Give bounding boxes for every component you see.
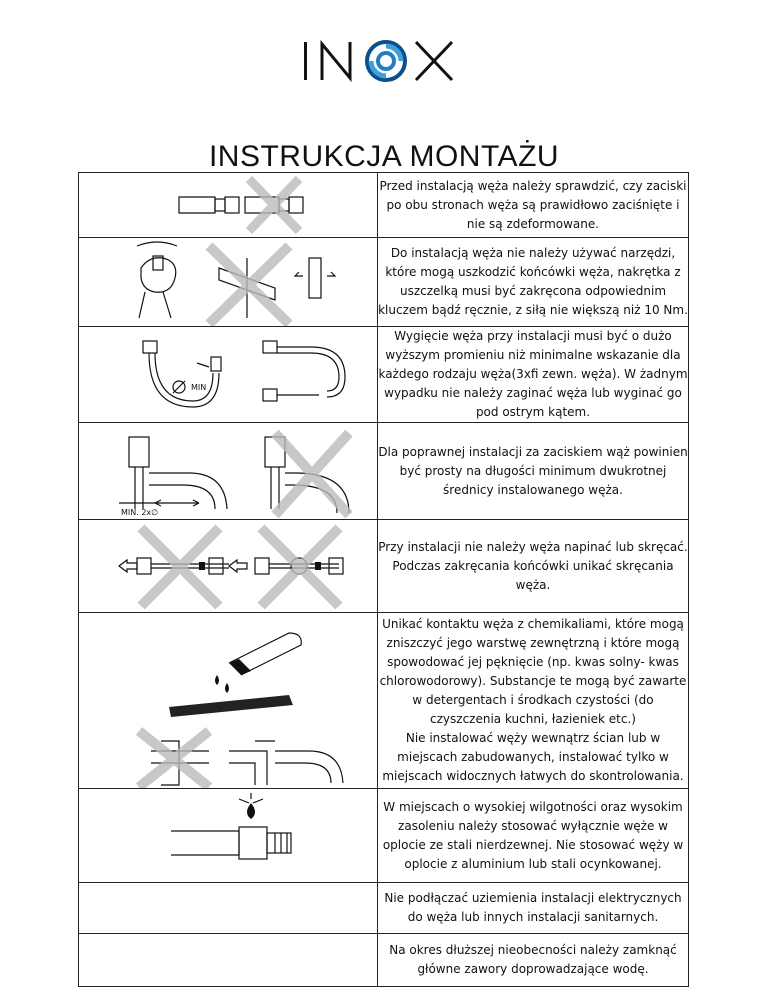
table-row	[79, 327, 689, 423]
instruction-text-chemicals: Unikać kontaktu węża z chemikaliami, które mogą zniszczyć jego warstwę zewnętrzną i które mogą spowodować jej pęknięcie (np. kwas solny- kwas chlorowodorowy). Substancje te mogą być zawarte w detergentach i środkach czystości (do czyszczenia kuchni, łazieniek etc.)	[379, 617, 687, 726]
illustration-check-clamps	[79, 173, 378, 238]
table-row	[79, 613, 689, 789]
instruction-text: W miejscach o wysokiej wilgotności oraz wysokim zasoleniu należy stosować wyłącznie węże w oplocie ze stali nierdzewnej. Nie stosować węży w oplocie z aluminium lub stali ocynkowanej.	[378, 789, 689, 883]
instruction-text	[378, 613, 689, 789]
illustration-straight-length	[79, 423, 378, 520]
table-row	[79, 423, 689, 520]
instructions-table	[78, 172, 689, 987]
inox-logo	[300, 38, 468, 84]
instruction-text: Do instalacją węża nie należy używać narzędzi, które mogą uszkodzić końcówki węża, nakrętka z uszczelką musi być zakręcona odpowiednim kluczem bądź ręcznie, z siłą nie większą niż 10 Nm.	[378, 238, 689, 327]
table-row	[79, 789, 689, 883]
instruction-text: Wygięcie węża przy instalacji musi być o dużo wyższym promieniu niż minimalne wskazanie dla każdego rodzaju węża(3xfi zewn. węża). W żadnym wypadku nie należy zaginać węża lub wyginać go pod ostrym kątem.	[378, 327, 689, 423]
table-row	[79, 883, 689, 934]
instruction-text: Przy instalacji nie należy węża napinać lub skręcać. Podczas zakręcania końcówki unikać skręcania węża.	[378, 520, 689, 613]
instruction-text: Nie podłączać uziemienia instalacji elektrycznych do węża lub innych instalacji sanitarnych.	[378, 883, 689, 934]
table-row	[79, 173, 689, 238]
table-row	[79, 520, 689, 613]
page-title: INSTRUKCJA MONTAŻU	[208, 140, 560, 173]
min-length-label: MIN. 2x∅	[121, 508, 159, 517]
illustration-chemicals-walls	[79, 613, 378, 789]
min-radius-label: MIN	[191, 383, 207, 392]
illustration-humidity-braid	[79, 789, 378, 883]
instruction-text-walls: Nie instalować węży wewnątrz ścian lub w miejscach zabudowanych, instalować tylko w miejscach widocznych łatwych do skontrolowania.	[382, 731, 684, 783]
instruction-text: Przed instalacją węża należy sprawdzić, czy zaciski po obu stronach węża są prawidłowo zaciśnięte i nie są zdeformowane.	[378, 173, 689, 238]
table-row	[79, 238, 689, 327]
instruction-text: Dla poprawnej instalacji za zaciskiem wąż powinien być prosty na długości minimum dwukrotnej średnicy instalowanego węża.	[378, 423, 689, 520]
illustration-bend-radius	[79, 327, 378, 423]
illustration-no-tension-twist	[79, 520, 378, 613]
instruction-text: Na okres dłuższej nieobecności należy zamknąć główne zawory doprowadzające wodę.	[378, 934, 689, 987]
table-row	[79, 934, 689, 987]
illustration-no-tools	[79, 238, 378, 327]
